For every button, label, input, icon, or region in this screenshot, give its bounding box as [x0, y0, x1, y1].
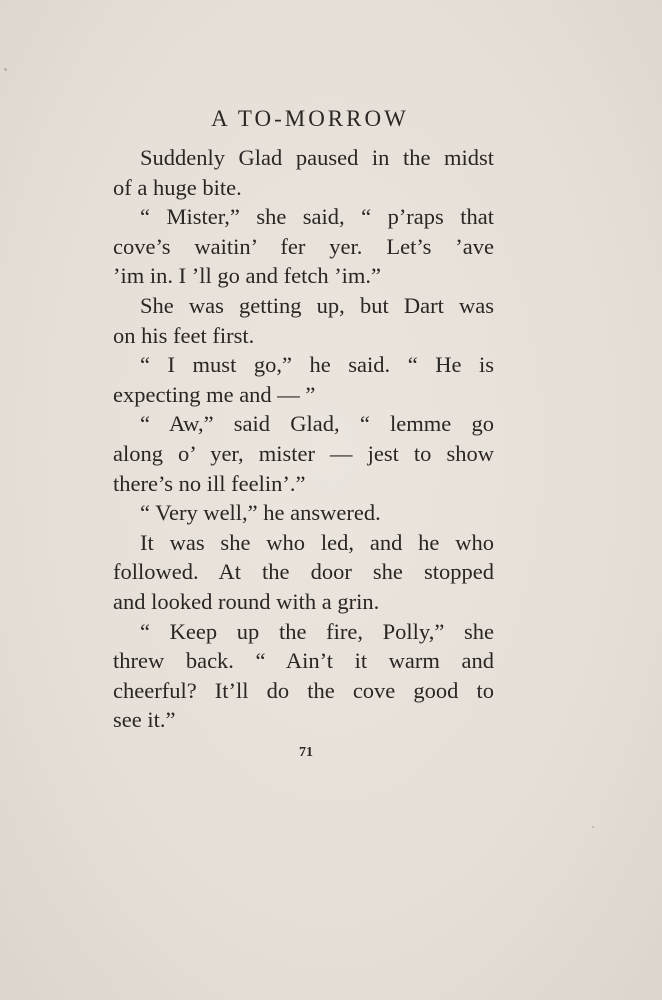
paper-speck	[592, 826, 594, 828]
text-line: It was she who led, and he who	[140, 529, 494, 555]
text-line: and looked round with a grin.	[113, 588, 380, 614]
text-line: along o’ yer, mister — jest to show	[113, 440, 494, 466]
text-line: on his feet first.	[113, 322, 255, 348]
text-line: “ Very well,” he answered.	[140, 500, 381, 526]
text-line: “ Keep up the fire, Polly,” she	[140, 618, 494, 644]
text-line: there’s no ill feelin’.”	[113, 470, 306, 496]
text-line: expecting me and — ”	[113, 381, 316, 407]
paper-speck	[4, 68, 7, 71]
text-line: “ Mister,” she said, “ p’raps that	[140, 204, 494, 230]
text-line: cove’s waitin’ fer yer. Let’s ’ave	[113, 233, 494, 259]
text-line: ’im in. I ’ll go and fetch ’im.”	[113, 263, 382, 289]
text-line: of a huge bite.	[113, 174, 242, 200]
text-line: followed. At the door she stopped	[113, 559, 494, 585]
text-line: see it.”	[113, 707, 176, 733]
text-line: “ Aw,” said Glad, “ lemme go	[140, 411, 494, 437]
text-line: cheerful? It’ll do the cove good to	[113, 677, 494, 703]
text-line: Suddenly Glad paused in the midst	[140, 145, 494, 170]
page-number: 71	[299, 745, 313, 760]
text-line: “ I must go,” he said. “ He is	[140, 352, 494, 378]
running-title: A TO-MORROW	[211, 106, 409, 131]
body-text	[113, 143, 494, 735]
text-line: threw back. “ Ain’t it warm and	[113, 648, 494, 674]
text-line: She was getting up, but Dart was	[140, 292, 494, 318]
